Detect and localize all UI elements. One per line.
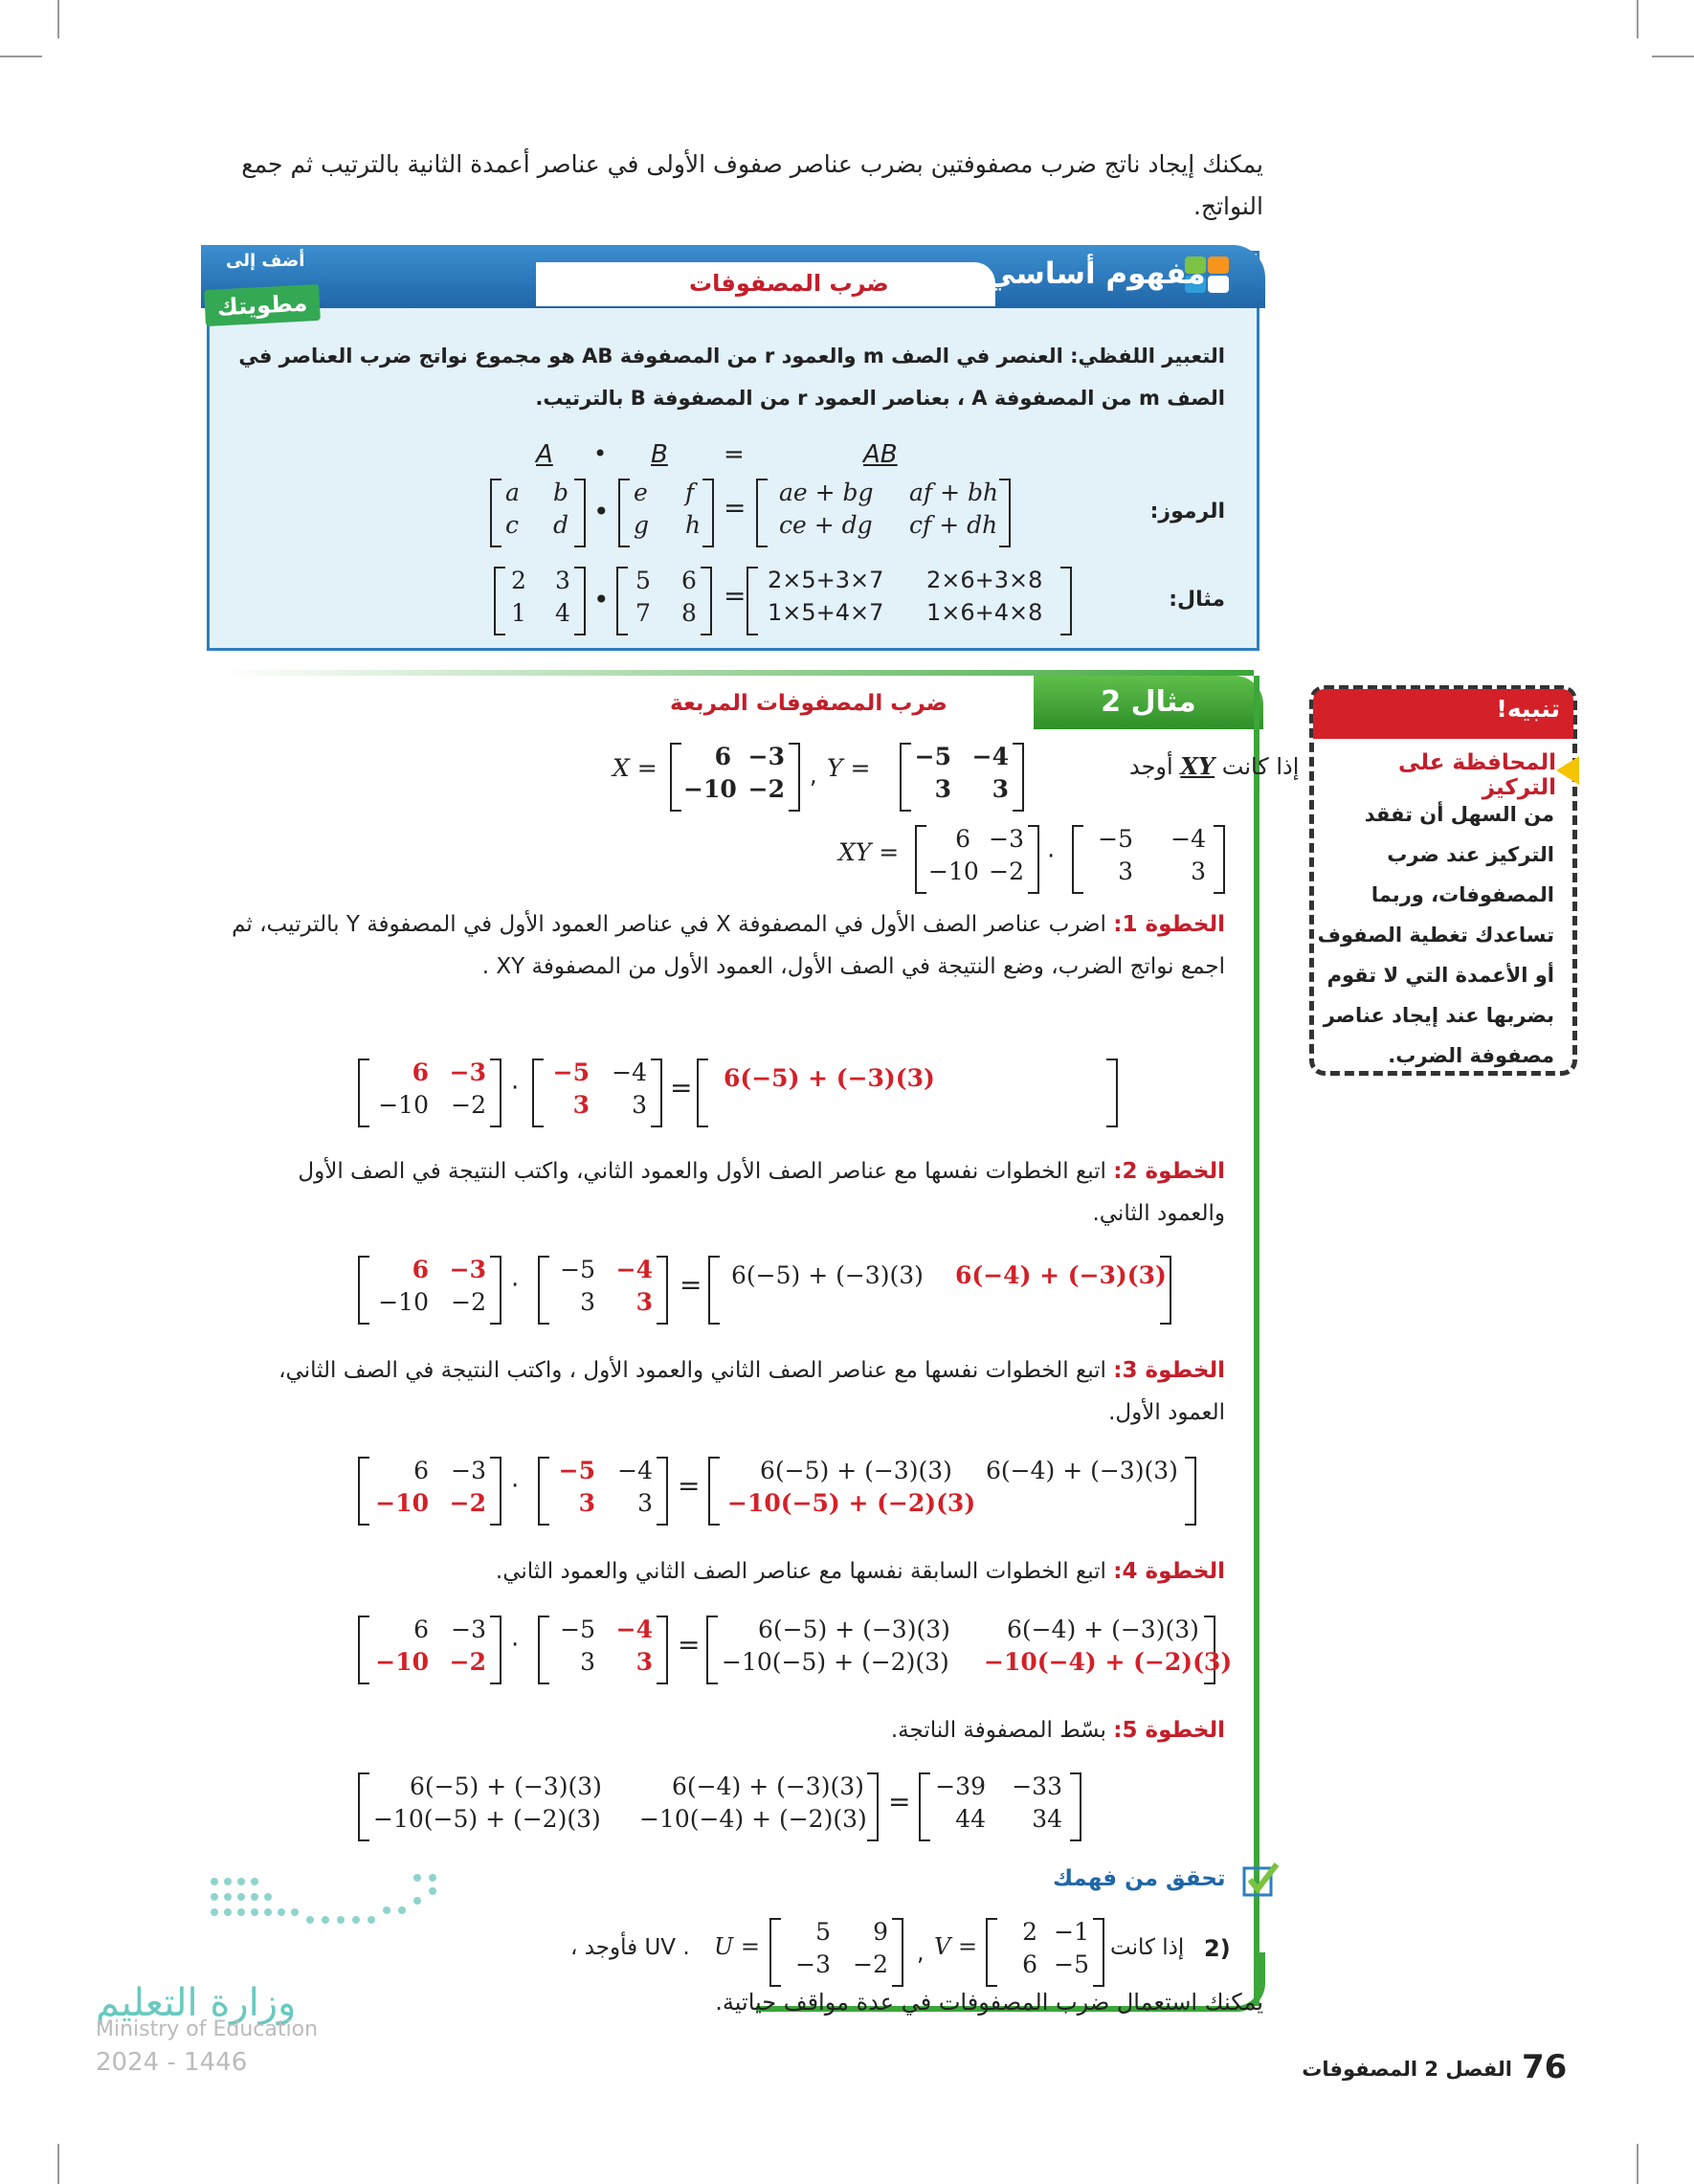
- matrix-x: [915, 825, 1039, 894]
- check-post: ، فأوجد UV .: [570, 1935, 690, 1960]
- matrix-cell: 5: [635, 567, 651, 594]
- matrix-y: [538, 1616, 668, 1684]
- matrix-cell: −3: [451, 1616, 486, 1643]
- sym-header-ab: AB: [863, 440, 898, 469]
- check-pre: إذا كانت: [1110, 1935, 1185, 1960]
- matrix-cell: a: [505, 479, 520, 506]
- crop-mark: [1652, 56, 1694, 57]
- result-matrix: [708, 1457, 1196, 1526]
- matrix-cell: h: [685, 511, 702, 539]
- chapter-label: الفصل 2 المصفوفات: [1302, 2058, 1512, 2081]
- matrix-cell: −10(−5) + (−2)(3): [373, 1805, 601, 1833]
- matrix-cell: f: [685, 479, 695, 506]
- matrix-cell: 3: [580, 1288, 595, 1316]
- prompt-find: أوجد XY إذا كانت: [1129, 752, 1300, 780]
- ex-matrix-a: [494, 567, 586, 635]
- ex-matrix-b: [616, 567, 712, 635]
- matrix-cell: −10(−5) + (−2)(3): [727, 1489, 976, 1517]
- sym-header-eq: =: [724, 440, 745, 469]
- matrix-cell: −10: [683, 775, 737, 803]
- matrix-y: [538, 1256, 668, 1325]
- matrix-cell: −5: [560, 1616, 595, 1643]
- matrix-cell: 3: [635, 1648, 653, 1676]
- matrix-cell: −5: [560, 1256, 595, 1283]
- matrix-cell: 8: [681, 599, 697, 627]
- matrix-cell: −10(−4) + (−2)(3): [639, 1805, 867, 1833]
- crop-mark: [1637, 2144, 1638, 2184]
- equals-sign: =: [670, 1072, 693, 1103]
- matrix-cell: −10: [378, 1091, 429, 1119]
- matrix-cell: 44: [955, 1805, 986, 1833]
- matrix-cell: −4: [612, 1059, 647, 1086]
- matrix-cell: −4: [971, 743, 1009, 770]
- mult-dot: •: [593, 584, 610, 615]
- matrix-cell: 6: [412, 1256, 429, 1283]
- matrix-u: [769, 1918, 903, 1987]
- matrix-cell: 6: [714, 743, 731, 770]
- ex-matrix-ab: [747, 567, 1072, 635]
- sym-header-b: B: [651, 440, 668, 469]
- matrix-cell: 1×6+4×8: [926, 599, 1043, 626]
- matrix-cell: −10: [375, 1489, 429, 1517]
- matrix-cell: e: [634, 479, 648, 506]
- matrix-cell: af + bh: [909, 479, 999, 506]
- matrix-cell: −2: [853, 1950, 888, 1978]
- matrix-cell: −4: [1170, 825, 1206, 853]
- mult-dot: ·: [511, 1472, 520, 1501]
- verbal-definition: [230, 335, 1225, 419]
- matrix-cell: 2: [1022, 1918, 1037, 1946]
- matrix-cell: c: [505, 511, 520, 539]
- matrix-cell: 3: [637, 1489, 653, 1517]
- matrix-cell: 6(−4) + (−3)(3): [955, 1261, 1167, 1289]
- matrix-cell: 3: [632, 1091, 647, 1119]
- matrix-b: [618, 479, 714, 547]
- warning-title: تنبيه!: [1496, 695, 1560, 723]
- matrix-y: [900, 743, 1024, 812]
- matrix-cell: −3: [449, 1256, 486, 1283]
- matrix-cell: 6(−4) + (−3)(3): [1007, 1616, 1199, 1643]
- matrix-cell: 6(−5) + (−3)(3): [724, 1064, 935, 1092]
- mult-dot: ·: [511, 1631, 520, 1660]
- equals-sign: =: [678, 1629, 701, 1660]
- matrix-cell: −3: [989, 825, 1024, 853]
- matrix-cell: 6: [412, 1059, 429, 1086]
- x-label: X =: [613, 754, 658, 782]
- intro-paragraph: يمكنك إيجاد ناتج ضرب مصفوفتين بضرب عناصر صفوف الأولى في عناصر أعمدة الثانية بالترتيب ثم جمع النواتج.: [241, 150, 1263, 220]
- matrix-cell: 2×6+3×8: [926, 567, 1043, 593]
- moe-arabic: وزارة التعليم: [96, 1981, 297, 2025]
- checkmark-icon: [1242, 1861, 1281, 1899]
- matrix-cell: 34: [1032, 1805, 1062, 1833]
- matrix-cell: 6(−4) + (−3)(3): [672, 1772, 864, 1800]
- check-number: 2): [1204, 1935, 1231, 1962]
- crop-mark: [1637, 0, 1638, 38]
- matrix-cell: b: [553, 479, 569, 506]
- equals-sign: =: [888, 1786, 911, 1817]
- u-label: U =: [714, 1933, 760, 1960]
- matrix-cell: 3: [934, 775, 951, 803]
- comma: ,: [917, 1939, 925, 1966]
- matrix-y: [538, 1457, 668, 1526]
- foldable-label: أضف إلى: [226, 251, 305, 271]
- matrix-cell: −3: [451, 1457, 486, 1484]
- matrix-cell: 6: [1022, 1950, 1037, 1978]
- matrix-cell: 6(−5) + (−3)(3): [410, 1772, 602, 1800]
- step-2: الخطوة 2: اتبع الخطوات نفسها مع عناصر الصف الأول والعمود الثاني، واكتب النتيجة في الصف الأول والعمود الثاني.: [298, 1159, 1225, 1226]
- matrix-cell: −10: [378, 1288, 429, 1316]
- matrix-cell: −2: [747, 775, 785, 803]
- matrix-cell: 6: [413, 1616, 429, 1643]
- matrix-x: [670, 743, 800, 812]
- matrix-cell: −3: [795, 1950, 831, 1978]
- result-matrix: [706, 1616, 1233, 1684]
- warning-body: من السهل أن تفقد التركيز عند ضرب المصفوفات، وربما تساعدك تغطية الصفوف أو الأعمدة التي لا تقوم بضربها عند إيجاد عناصر مصفوفة الضرب.: [1317, 803, 1554, 1067]
- matrix-cell: 7: [635, 599, 651, 627]
- moe-logo-dots: [211, 1868, 450, 1945]
- matrix-v: [986, 1918, 1104, 1987]
- matrix-cell: 1×5+4×7: [768, 599, 884, 626]
- matrix-cell: −5: [1098, 825, 1133, 853]
- matrix-cell: 6(−5) + (−3)(3): [758, 1616, 950, 1643]
- moe-year: 2024 - 1446: [96, 2048, 248, 2077]
- matrix-cell: 6(−5) + (−3)(3): [760, 1457, 952, 1484]
- example-label: مثال:: [1169, 588, 1225, 612]
- matrix-x: [358, 1616, 502, 1684]
- matrix-cell: g: [634, 511, 650, 539]
- result-matrix: [708, 1256, 1171, 1325]
- symbols-label: الرموز:: [1149, 500, 1225, 524]
- matrix-cell: −10: [375, 1648, 429, 1676]
- result-matrix: [697, 1059, 1118, 1127]
- moe-english: Ministry of Education: [96, 2017, 319, 2041]
- xy-label: XY =: [838, 838, 900, 866]
- matrix-cell: −1: [1054, 1918, 1089, 1946]
- matrix-cell: −5: [558, 1457, 595, 1484]
- matrix-ab: [756, 479, 1011, 547]
- crop-mark: [0, 56, 42, 57]
- matrix-cell: −2: [449, 1648, 486, 1676]
- crop-mark: [57, 0, 59, 38]
- foldable-badge: مطويتك: [204, 284, 321, 326]
- matrix-cell: 2×5+3×7: [768, 567, 884, 593]
- equals-sign: =: [678, 1470, 701, 1502]
- matrix-cell: −4: [615, 1616, 653, 1643]
- comma: ,: [810, 762, 817, 789]
- matrix-cell: −5: [914, 743, 951, 770]
- equals-sign: =: [724, 580, 747, 612]
- matrix-cell: cf + dh: [909, 511, 998, 539]
- step-4: الخطوة 4: اتبع الخطوات السابقة نفسها مع عناصر الصف الثاني والعمود الثاني.: [495, 1559, 1225, 1584]
- matrix-cell: −3: [449, 1059, 486, 1086]
- step-1: الخطوة 1: اضرب عناصر الصف الأول في المصفوفة X في عناصر العمود الأول في المصفوفة Y بالترتيب، ثم اجمع نواتج الضرب، وضع النتيجة في الصف الأول، العمود الأول من المصفوفة XY .: [232, 912, 1225, 979]
- example-tab: مثال 2: [1034, 676, 1263, 729]
- warning-subtitle: المحافظة على التركيز: [1398, 750, 1556, 800]
- matrix-cell: 4: [555, 599, 570, 627]
- crop-mark: [57, 2144, 59, 2184]
- matrix-cell: 6: [955, 825, 970, 853]
- key-concept-title: مفهوم أساسي: [986, 256, 1206, 291]
- check-title: تحقق من فهمك: [1053, 1866, 1226, 1891]
- y-label: Y =: [827, 754, 871, 782]
- matrix-cell: −2: [451, 1091, 486, 1119]
- matrix-cell: 3: [555, 567, 570, 594]
- matrix-cell: 3: [992, 775, 1009, 803]
- matrix-cell: −10(−4) + (−2)(3): [984, 1648, 1233, 1676]
- matrix-x: [358, 1457, 502, 1526]
- matrix-cell: −4: [615, 1256, 653, 1283]
- example-subtitle: ضرب المصفوفات المربعة: [670, 691, 947, 716]
- matrix-cell: 6(−4) + (−3)(3): [986, 1457, 1178, 1484]
- matrix-cell: 5: [815, 1918, 831, 1946]
- verbal-label: التعبير اللفظي:: [1070, 345, 1225, 368]
- matrix-cell: 6: [681, 567, 697, 594]
- matrix-cell: 1: [511, 599, 526, 627]
- matrix-cell: −39: [935, 1772, 986, 1800]
- matrix-cell: 3: [580, 1648, 595, 1676]
- matrix-a: [490, 479, 586, 547]
- matrix-cell: 3: [578, 1489, 595, 1517]
- matrix-cell: −5: [1054, 1950, 1089, 1978]
- matrix-cell: −10: [928, 858, 979, 885]
- pointer-icon: [1556, 756, 1579, 785]
- equals-sign: =: [680, 1269, 702, 1301]
- matrix-cell: −2: [451, 1288, 486, 1316]
- matrix-x: [358, 1256, 502, 1325]
- matrix-cell: ae + bg: [779, 479, 874, 506]
- matrix-y: [532, 1059, 662, 1127]
- matrix-cell: −3: [747, 743, 785, 770]
- matrix-x: [358, 1059, 502, 1127]
- mult-dot: ·: [511, 1271, 520, 1300]
- matrix-cell: 3: [635, 1288, 653, 1316]
- matrix-cell: 3: [1191, 858, 1206, 885]
- verbal-text: العنصر في الصف m والعمود r من المصفوفة AB هو مجموع نواتج ضرب العناصر في الصف m من المصفوفة A ، بعناصر العمود r من المصفوفة B بالترتيب.: [238, 345, 1225, 410]
- key-concept-subtitle: ضرب المصفوفات: [689, 270, 889, 297]
- mult-dot: •: [593, 496, 610, 527]
- step-5: الخطوة 5: بسّط المصفوفة الناتجة.: [890, 1718, 1225, 1743]
- matrix-cell: −2: [989, 858, 1024, 885]
- matrix-cell: ce + dg: [779, 511, 873, 539]
- final-matrix: [919, 1772, 1081, 1841]
- matrix-y: [1072, 825, 1225, 894]
- example-border: [1254, 676, 1259, 2006]
- matrix-cell: −10(−5) + (−2)(3): [722, 1648, 949, 1676]
- matrix-cell: −2: [449, 1489, 486, 1517]
- page-number: 76: [1522, 2048, 1568, 2086]
- matrix-cell: 2: [511, 567, 526, 594]
- matrix-cell: d: [553, 511, 569, 539]
- footer-text: يمكنك استعمال ضرب المصفوفات في عدة مواقف حياتية.: [715, 1989, 1263, 2016]
- result-matrix: [358, 1772, 879, 1841]
- matrix-cell: −4: [617, 1457, 653, 1484]
- matrix-cell: 3: [1118, 858, 1133, 885]
- equals-sign: =: [724, 492, 747, 524]
- mult-dot: ·: [511, 1074, 520, 1103]
- mult-dot: ·: [1047, 842, 1056, 871]
- matrix-cell: 3: [572, 1091, 590, 1119]
- v-label: V =: [934, 1933, 978, 1960]
- sym-header-dot: •: [593, 440, 608, 467]
- matrix-cell: 6(−5) + (−3)(3): [731, 1261, 924, 1289]
- matrix-cell: −5: [552, 1059, 590, 1086]
- matrix-cell: −33: [1012, 1772, 1062, 1800]
- step-3: الخطوة 3: اتبع الخطوات نفسها مع عناصر الصف الثاني والعمود الأول ، واكتب النتيجة في الصف الثاني، العمود الأول.: [279, 1358, 1225, 1425]
- matrix-cell: 6: [413, 1457, 429, 1484]
- sym-header-a: A: [536, 440, 553, 469]
- matrix-cell: 9: [873, 1918, 888, 1946]
